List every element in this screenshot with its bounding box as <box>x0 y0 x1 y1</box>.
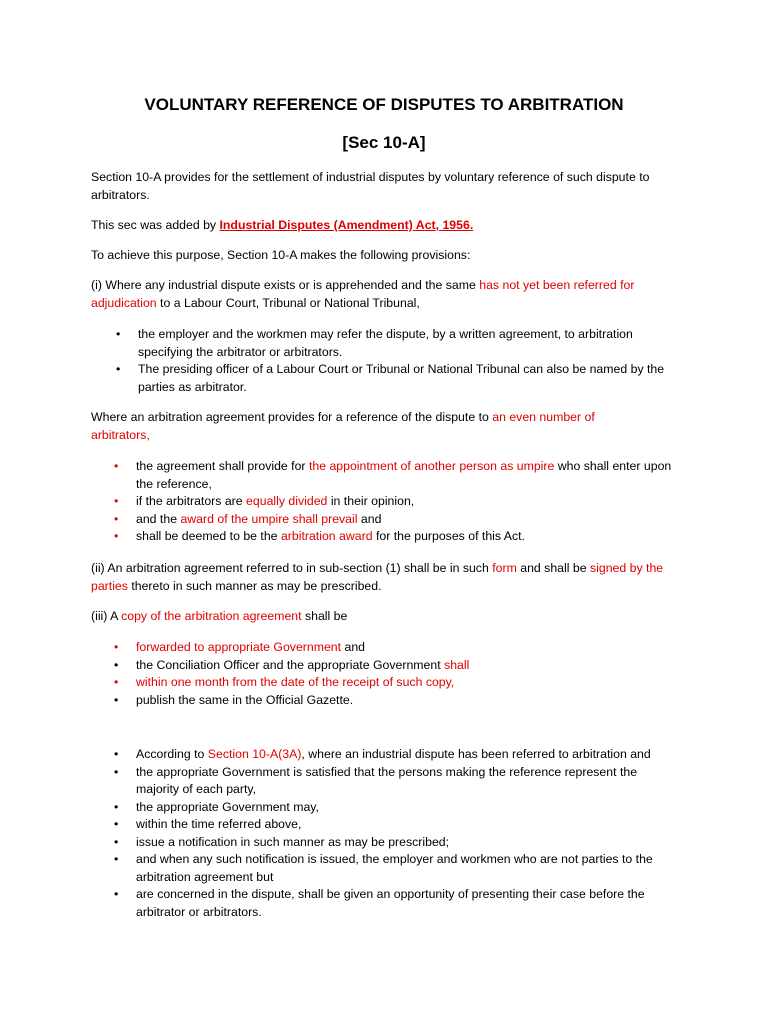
list-item-text: within the time referred above, <box>136 817 302 831</box>
bullet-icon: • <box>114 511 119 526</box>
provision-ii-text-mid: and shall be <box>516 561 590 575</box>
bullet-icon: • <box>114 494 119 508</box>
list-item <box>114 799 674 817</box>
bullet-icon: • <box>114 640 119 654</box>
list-item-text: and the <box>136 511 181 526</box>
bullet-icon: • <box>114 692 119 707</box>
list-item <box>114 851 674 886</box>
list-item <box>114 816 674 834</box>
provision-i-paragraph <box>91 277 691 312</box>
provisions-intro: To achieve this purpose, Section 10-A makes the following provisions: <box>91 248 471 262</box>
list-item <box>114 886 674 921</box>
list-item-text: the Conciliation Officer and the appropriate Government <box>136 657 445 672</box>
arbitration-award-highlight: arbitration award <box>280 529 373 543</box>
list-item <box>114 834 674 852</box>
provision-ii-paragraph <box>91 560 671 595</box>
list-item-text: The presiding officer of a Labour Court or Tribunal or National Tribunal can also be named by the parties as arbitrator. <box>138 362 665 394</box>
provision-iii-text: (iii) A <box>91 609 122 623</box>
bullet-icon: • <box>114 852 119 866</box>
bullet-icon: • <box>114 529 119 543</box>
bullet-icon: • <box>114 459 119 473</box>
list-item-text: shall be deemed to be the <box>136 529 281 543</box>
bullet-icon: • <box>114 657 119 672</box>
bullet-icon: • <box>116 362 121 376</box>
section-3a-list <box>114 746 674 921</box>
list-item-text: the employer and the workmen may refer the dispute, by a written agreement, to arbitration specifying the arbitrator or arbitrators. <box>138 327 633 359</box>
list-item-text: who shall enter upon the reference, <box>136 459 672 491</box>
bullet-icon: • <box>114 887 119 901</box>
bullet-icon: • <box>114 747 119 761</box>
list-item-text: for the purposes of this Act. <box>372 529 525 543</box>
list-item-text: the appropriate Government is satisfied that the persons making the reference represent the majority of each party, <box>136 764 638 796</box>
provision-ii-text: (ii) An arbitration agreement referred to in sub-section (1) shall be in such <box>91 561 493 575</box>
list-item-text: issue a notification in such manner as may be prescribed; <box>136 834 450 849</box>
bullet-icon: • <box>114 817 119 831</box>
umpire-list <box>114 458 674 546</box>
list-item-text: the agreement shall provide for <box>136 459 309 473</box>
even-number-highlight: an even number of arbitrators, <box>91 410 595 442</box>
provision-i-text: (i) Where any industrial dispute exists or is apprehended and the same <box>91 278 480 292</box>
document-title: VOLUNTARY REFERENCE OF DISPUTES TO ARBITRATION <box>144 95 624 114</box>
bullet-icon: • <box>116 327 121 341</box>
list-item-text: the appropriate Government may, <box>136 799 319 814</box>
list-item-text: According to <box>136 747 208 761</box>
list-item <box>114 692 674 710</box>
list-item-text: publish the same in the Official Gazette. <box>136 692 354 707</box>
umpire-highlight: the appointment of another person as umpire <box>308 459 555 473</box>
list-item <box>114 458 674 493</box>
umpire-award-highlight: award of the umpire shall prevail <box>180 511 358 526</box>
copy-list <box>114 639 674 709</box>
list-item-text: are concerned in the dispute, shall be given an opportunity of presenting their case before the arbitrator or arbitrators. <box>136 887 645 919</box>
form-highlight: form <box>492 561 517 575</box>
intro-paragraph: Section 10-A provides for the settlement of industrial disputes by voluntary reference of such dispute to arbitrators. <box>91 170 650 202</box>
amendment-act-link[interactable]: Industrial Disputes (Amendment) Act, 1956. <box>219 218 474 232</box>
list-item <box>116 361 676 396</box>
section-3a-highlight: Section 10-A(3A) <box>207 747 302 761</box>
list-item <box>114 764 674 799</box>
list-item <box>114 511 674 529</box>
list-item-text: and <box>357 511 382 526</box>
provision-iii-text-end: shall be <box>301 609 348 623</box>
provision-i-text-end: to a Labour Court, Tribunal or National Tribunal, <box>156 295 420 310</box>
document-subtitle: [Sec 10-A] <box>342 133 426 152</box>
signed-highlight: signed by the parties <box>91 561 664 593</box>
equally-divided-highlight: equally divided <box>246 494 328 508</box>
provision-i-highlight: has not yet been referred for adjudication <box>91 278 635 310</box>
bullet-icon: • <box>114 764 119 779</box>
list-item <box>116 326 676 361</box>
list-item-text: if the arbitrators are <box>136 494 247 508</box>
bullet-icon: • <box>114 799 119 814</box>
copy-highlight: copy of the arbitration agreement <box>121 609 302 623</box>
bullet-icon: • <box>114 675 119 689</box>
even-number-paragraph <box>91 409 651 444</box>
forwarded-highlight: forwarded to appropriate Government <box>136 640 342 654</box>
amendment-paragraph <box>91 217 691 235</box>
one-month-highlight: within one month from the date of the receipt of such copy, <box>136 675 455 689</box>
list-item <box>114 657 674 675</box>
list-item <box>114 639 674 657</box>
list-item-text: and when any such notification is issued, the employer and workmen who are not parties to the arbitration agreement but <box>136 852 653 884</box>
list-item <box>114 493 674 511</box>
list-item-text: and <box>341 640 365 654</box>
bullet-icon: • <box>114 834 119 849</box>
even-number-text: Where an arbitration agreement provides for a reference of the dispute to <box>91 410 493 424</box>
amendment-text: This sec was added by <box>91 218 220 232</box>
list-item-text: in their opinion, <box>327 494 415 508</box>
employer-list <box>116 326 676 396</box>
provision-ii-text-end: thereto in such manner as may be prescribed. <box>127 578 382 593</box>
provision-iii-paragraph <box>91 608 691 626</box>
list-item <box>114 746 674 764</box>
list-item <box>114 674 674 692</box>
list-item-text: , where an industrial dispute has been referred to arbitration and <box>301 747 651 761</box>
shall-highlight: shall <box>444 657 470 672</box>
list-item <box>114 528 674 546</box>
